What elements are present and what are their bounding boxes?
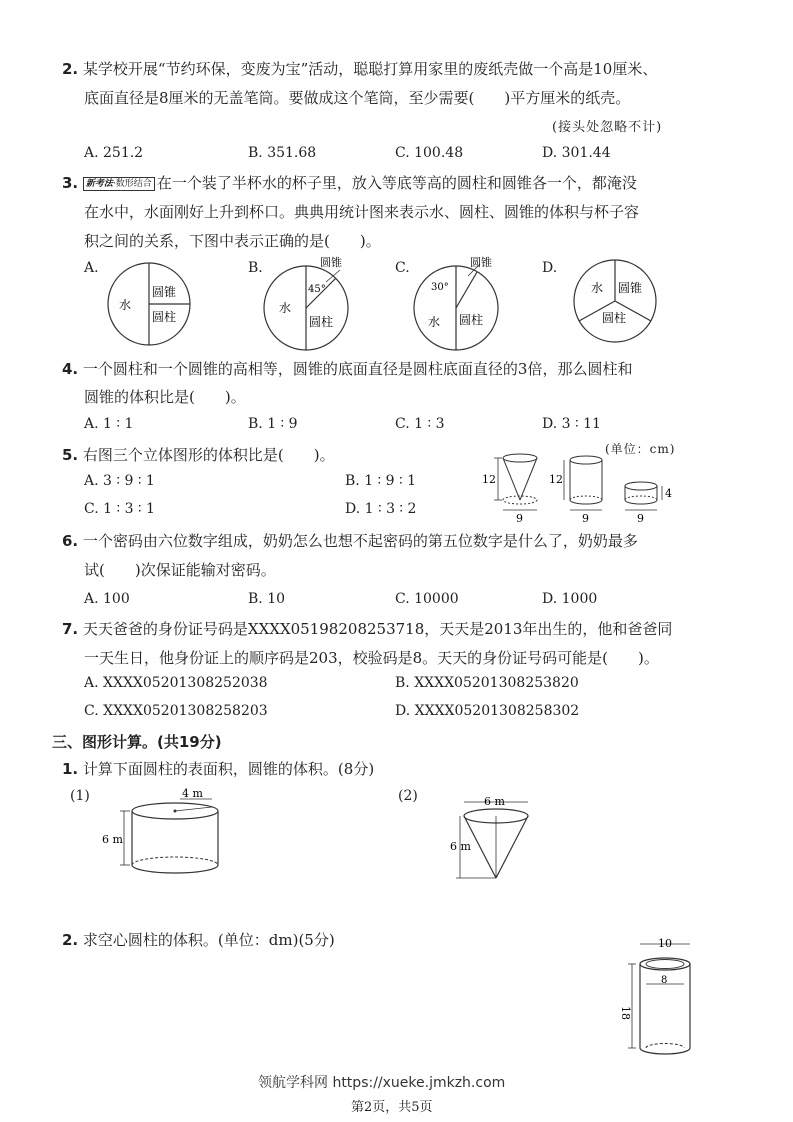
q7-option-c: C. XXXX05201308258203 xyxy=(84,703,268,719)
q5-unit: (单位：cm) xyxy=(605,442,676,456)
q3-text-2: 在水中，水面刚好上升到杯口。典典用统计图来表示水、圆柱、圆锥的体积与杯子容 xyxy=(84,203,640,221)
s3-cylinder-figure xyxy=(100,785,225,880)
s3-cone-height: 6 m xyxy=(450,840,471,853)
s3-p1-number: 1. xyxy=(62,760,79,778)
q5-cylinder-diameter: 9 xyxy=(582,512,589,524)
q7-option-d: D. XXXX05201308258302 xyxy=(395,703,580,719)
q5-cylinder-height: 12 xyxy=(549,473,563,486)
q3-pie-d xyxy=(570,256,660,346)
q3-option-c-letter: C. xyxy=(395,260,410,276)
pie-d-cylinder-label: 圆柱 xyxy=(602,311,627,325)
q5-cone-diameter: 9 xyxy=(516,512,523,524)
s3-p1-line xyxy=(62,759,374,779)
q5-number: 5. xyxy=(62,446,79,464)
q6-line1 xyxy=(62,531,638,551)
q2-option-b: B. 351.68 xyxy=(248,145,317,161)
s3-cone-figure xyxy=(440,790,550,885)
q5-option-b: B. 1 ∶ 9 ∶ 1 xyxy=(345,473,416,489)
q3-option-d-letter: D. xyxy=(542,260,558,276)
q4-option-a: A. 1 ∶ 1 xyxy=(84,416,134,432)
q4-text-2: 圆锥的体积比是( )。 xyxy=(84,388,246,406)
q6-option-a: A. 100 xyxy=(84,591,130,607)
q3-badge-sub: ·数形结合 xyxy=(112,179,152,189)
pie-b-cylinder-label: 圆柱 xyxy=(309,315,334,329)
pie-d-water-label: 水 xyxy=(591,281,604,295)
pie-b-water-label: 水 xyxy=(279,301,292,315)
pie-d-cone-label: 圆锥 xyxy=(618,281,643,295)
q5-option-a: A. 3 ∶ 9 ∶ 1 xyxy=(84,473,155,489)
q3-text-3: 积之间的关系，下图中表示正确的是( )。 xyxy=(84,232,381,250)
q2-number: 2. xyxy=(62,60,79,78)
q4-option-b: B. 1 ∶ 9 xyxy=(248,416,298,432)
q5-option-d: D. 1 ∶ 3 ∶ 2 xyxy=(345,501,417,517)
q7-option-b: B. XXXX05201308253820 xyxy=(395,675,579,691)
s3-p1-text: 计算下面圆柱的表面积，圆锥的体积。(8分) xyxy=(82,760,375,778)
pie-c-water-label: 水 xyxy=(428,315,441,329)
pie-c-cone-label: 圆锥 xyxy=(470,256,492,269)
q5-cone-height: 12 xyxy=(482,473,496,486)
q3-option-b-letter: B. xyxy=(248,260,263,276)
q5-figure xyxy=(476,452,696,524)
q4-option-d: D. 3 ∶ 11 xyxy=(542,416,601,432)
q7-number: 7. xyxy=(62,620,79,638)
pie-c-cylinder-label: 圆柱 xyxy=(459,313,484,327)
q3-pie-b xyxy=(262,252,362,354)
q3-line1 xyxy=(62,173,637,193)
q3-text-1: 在一个装了半杯水的杯子里，放入等底等高的圆柱和圆锥各一个，都淹没 xyxy=(156,174,637,192)
q6-option-d: D. 1000 xyxy=(542,591,598,607)
s3-p1-sub2: (2) xyxy=(398,788,418,804)
q2-option-c: C. 100.48 xyxy=(395,145,464,161)
s3-p1-sub1: (1) xyxy=(70,788,90,804)
q6-option-c: C. 10000 xyxy=(395,591,459,607)
q2-note: (接头处忽略不计) xyxy=(552,120,663,135)
s3-inner-diameter: 8 xyxy=(661,975,668,986)
s3-cone-diameter: 6 m xyxy=(484,795,505,808)
pie-a-water-label: 水 xyxy=(119,298,132,312)
s3-cylinder-height: 6 m xyxy=(102,833,123,846)
q6-text-1: 一个密码由六位数字组成，奶奶怎么也想不起密码的第五位数字是什么了，奶奶最多 xyxy=(82,532,638,550)
q7-text-2: 一天生日，他身份证上的顺序码是203，校验码是8。天天的身份证号码可能是( )。 xyxy=(84,649,659,667)
q4-number: 4. xyxy=(62,360,79,378)
q4-text-1: 一个圆柱和一个圆锥的高相等，圆锥的底面直径是圆柱底面直径的3倍，那么圆柱和 xyxy=(82,360,633,378)
s3-p2-text: 求空心圆柱的体积。(单位：dm)(5分) xyxy=(82,931,335,949)
q2-option-a: A. 251.2 xyxy=(84,145,144,161)
q3-badge-main: 新考法 xyxy=(85,179,113,189)
q7-option-a: A. XXXX05201308252038 xyxy=(84,675,268,691)
pie-b-angle-label: 45° xyxy=(308,284,326,295)
s3-cylinder-radius: 4 m xyxy=(182,787,203,800)
pie-b-cone-label: 圆锥 xyxy=(320,256,342,269)
q3-option-a-letter: A. xyxy=(84,260,99,276)
q4-option-c: C. 1 ∶ 3 xyxy=(395,416,445,432)
q2-text-1: 某学校开展“节约环保，变废为宝”活动，聪聪打算用家里的废纸壳做一个高是10厘米、 xyxy=(82,60,658,78)
pie-c-angle-label: 30° xyxy=(431,282,449,293)
q7-text-1: 天天爸爸的身份证号码是XXXX05198208253718，天天是2013年出生的，他和爸爸同 xyxy=(82,620,673,638)
q5-short-diameter: 9 xyxy=(637,512,644,524)
s3-outer-diameter: 10 xyxy=(658,937,672,950)
pie-a-cone-label: 圆锥 xyxy=(152,285,177,299)
q2-text-2: 底面直径是8厘米的无盖笔筒。要做成这个笔筒，至少需要( )平方厘米的纸壳。 xyxy=(84,89,631,107)
s3-p2-number: 2. xyxy=(62,931,79,949)
section3-title: 三、图形计算。(共19分) xyxy=(52,733,222,751)
footer-page-number: 第2页，共5页 xyxy=(351,1100,433,1115)
footer-site: 领航学科网 https://xueke.jmkzh.com xyxy=(258,1075,506,1091)
q2-line1 xyxy=(62,59,657,79)
q5-short-height: 4 xyxy=(665,487,672,500)
s3-hollow-height: 18 xyxy=(619,1006,632,1020)
pie-a-cylinder-label: 圆柱 xyxy=(152,310,177,324)
q3-number: 3. xyxy=(62,174,79,192)
q6-option-b: B. 10 xyxy=(248,591,286,607)
q5-text-1: 右图三个立体图形的体积比是( )。 xyxy=(82,446,335,464)
q3-pie-a xyxy=(104,259,194,349)
q7-line1 xyxy=(62,619,672,639)
q4-line1 xyxy=(62,359,632,379)
q2-option-d: D. 301.44 xyxy=(542,145,611,161)
q6-number: 6. xyxy=(62,532,79,550)
q5-option-c: C. 1 ∶ 3 ∶ 1 xyxy=(84,501,155,517)
q3-badge xyxy=(83,177,155,191)
q6-text-2: 试( )次保证能输对密码。 xyxy=(84,561,276,579)
q3-pie-c xyxy=(410,252,510,354)
q5-line1 xyxy=(62,445,335,465)
s3-p2-line xyxy=(62,930,335,950)
s3-hollow-cylinder-figure xyxy=(606,934,706,1064)
